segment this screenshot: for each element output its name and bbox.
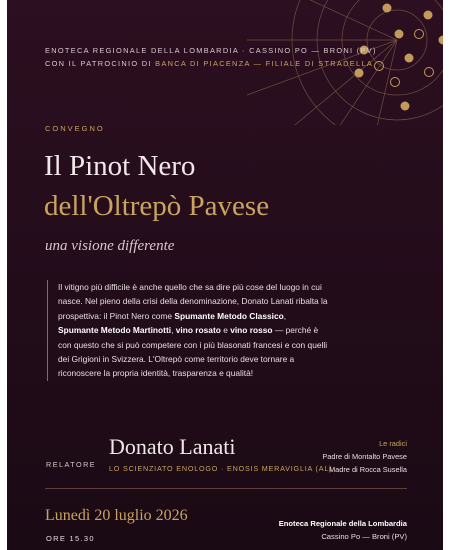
event-date: Lunedì 20 luglio 2026 <box>45 507 188 524</box>
event-subtitle: una visione differente <box>45 238 175 254</box>
description-sep: e <box>223 325 228 336</box>
speaker-name: Donato Lanati <box>109 434 236 459</box>
patronage-prefix: CON IL PATROCINIO DI <box>45 59 152 68</box>
roots-item: Padre di Montalto Pavese <box>322 452 407 461</box>
description-highlight: vino rosato <box>175 325 221 336</box>
venue-name: Enoteca Regionale della Lombardia <box>278 519 407 528</box>
description-sep: , <box>283 310 287 321</box>
event-poster <box>7 0 443 550</box>
venue-location: Cassino Po — Broni (PV) <box>321 532 407 541</box>
patronage-line <box>45 59 373 68</box>
speaker-subtitle: LO SCIENZIATO ENOLOGO · ENOSIS MERAVIGLIA (AL) <box>109 464 333 473</box>
description-highlight: Spumante Metodo Martinotti <box>58 325 172 336</box>
venue-block <box>279 517 407 543</box>
patronage-sponsor: BANCA DI PIACENZA — FILIALE DI STRADELLA <box>155 59 374 68</box>
description-sep: , <box>171 325 174 336</box>
speaker-label: RELATORE <box>46 460 97 469</box>
title-line-2: dell'Oltrepò Pavese <box>44 190 270 222</box>
description-part: — perché è con questo che si può competere con i più blasonati francesi e con quelli dei Grigioni in Svizzera. L'Oltrepò come territorio deve tornare a riconoscere la propria identità, trasparenza e qualità! <box>58 325 328 379</box>
description-highlight: vino rosso <box>230 325 273 336</box>
event-kicker: CONVEGNO <box>45 124 105 133</box>
description-highlight: Spumante Metodo Classico <box>174 310 284 321</box>
roots-block <box>322 437 407 476</box>
divider <box>45 488 407 489</box>
roots-item: Madre di Rocca Susella <box>328 465 407 474</box>
event-description <box>47 280 328 381</box>
title-line-1: Il Pinot Nero <box>44 150 196 182</box>
roots-title: Le radici <box>379 439 407 448</box>
description-part: Il vitigno più difficile è anche quello che sa dire più cose del luogo in cui nasce. Nel pieno della crisi della denominazione, Donato Lanati ribalta la prospettiva: il Pinot Nero come <box>58 282 328 321</box>
event-time: ORE 15.30 <box>46 534 95 543</box>
organizer-line: ENOTECA REGIONALE DELLA LOMBARDIA · CASSINO PO — BRONI (PV) <box>45 46 377 55</box>
